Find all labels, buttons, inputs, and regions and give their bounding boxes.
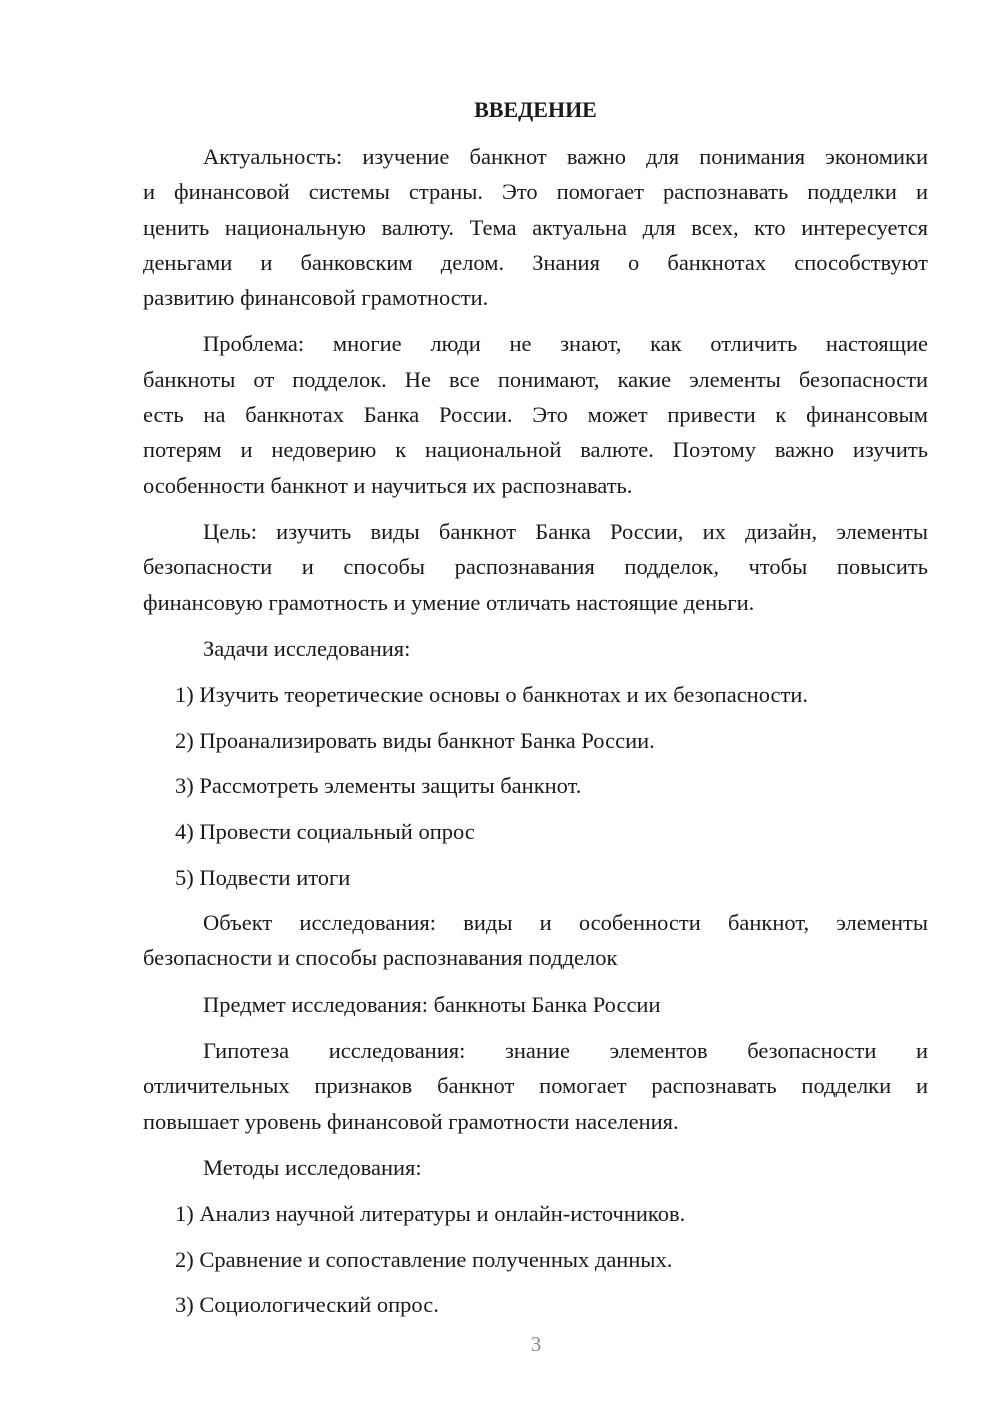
list-item: 3) Социологический опрос.	[175, 1292, 439, 1318]
text-line: Актуальность: изучение банкнот важно для понимания экономики	[203, 144, 928, 169]
text-line: повышает уровень финансовой грамотности населения.	[143, 1108, 679, 1134]
text-line: финансовую грамотность и умение отличать настоящие деньги.	[143, 589, 755, 615]
text-line: Предмет исследования: банкноты Банка России	[203, 991, 661, 1017]
text-line: потерям и недоверию к национальной валюте. Поэтому важно изучить	[143, 437, 928, 463]
list-item: 1) Анализ научной литературы и онлайн-источников.	[175, 1201, 686, 1227]
text-line: Методы исследования:	[203, 1154, 422, 1180]
text-line: и финансовой системы страны. Это помогает распознавать подделки и	[143, 179, 928, 205]
list-item: 2) Сравнение и сопоставление полученных данных.	[175, 1246, 673, 1272]
document-body	[143, 139, 928, 1323]
text-line: деньгами и банковским делом. Знания о банкнотах способствуют	[143, 249, 928, 275]
text-line: безопасности и способы распознавания подделок	[143, 945, 618, 971]
text-line: Задачи исследования:	[203, 635, 411, 661]
paragraph	[143, 987, 928, 1022]
text-line: ценить национальную валюту. Тема актуальна для всех, кто интересуется	[143, 214, 928, 240]
list-item: 3) Рассмотреть элементы защиты банкнот.	[175, 773, 582, 799]
paragraph	[143, 139, 928, 315]
text-line: отличительных признаков банкнот помогает распознавать подделки и	[143, 1073, 928, 1099]
text-line: Гипотеза исследования: знание элементов безопасности и	[203, 1038, 928, 1064]
paragraph	[143, 514, 928, 620]
text-line: безопасности и способы распознавания подделок, чтобы повысить	[143, 554, 928, 580]
section-title: ВВЕДЕНИЕ	[474, 97, 597, 122]
list-item: 2) Проанализировать виды банкнот Банка России.	[175, 727, 655, 753]
text-line: особенности банкнот и научиться их распознавать.	[143, 472, 633, 498]
text-line: банкноты от подделок. Не все понимают, какие элементы безопасности	[143, 366, 928, 392]
paragraph	[143, 326, 928, 502]
paragraph	[143, 905, 928, 976]
list-item: 4) Провести социальный опрос	[175, 818, 475, 844]
text-line: Цель: изучить виды банкнот Банка России, их дизайн, элементы	[203, 518, 928, 544]
text-line: Проблема: многие люди не знают, как отличить настоящие	[203, 331, 928, 357]
paragraph	[143, 1033, 928, 1139]
list-item: 1) Изучить теоретические основы о банкнотах и их безопасности.	[175, 682, 809, 708]
document-page	[143, 92, 928, 1333]
list-item: 5) Подвести итоги	[175, 864, 351, 890]
paragraph	[143, 1150, 928, 1185]
text-line: есть на банкнотах Банка России. Это может привести к финансовым	[143, 402, 928, 428]
text-line: Объект исследования: виды и особенности банкнот, элементы	[203, 910, 928, 936]
page-number: 3	[530, 1332, 542, 1356]
text-line: развитию финансовой грамотности.	[143, 285, 489, 311]
paragraph	[143, 631, 928, 666]
